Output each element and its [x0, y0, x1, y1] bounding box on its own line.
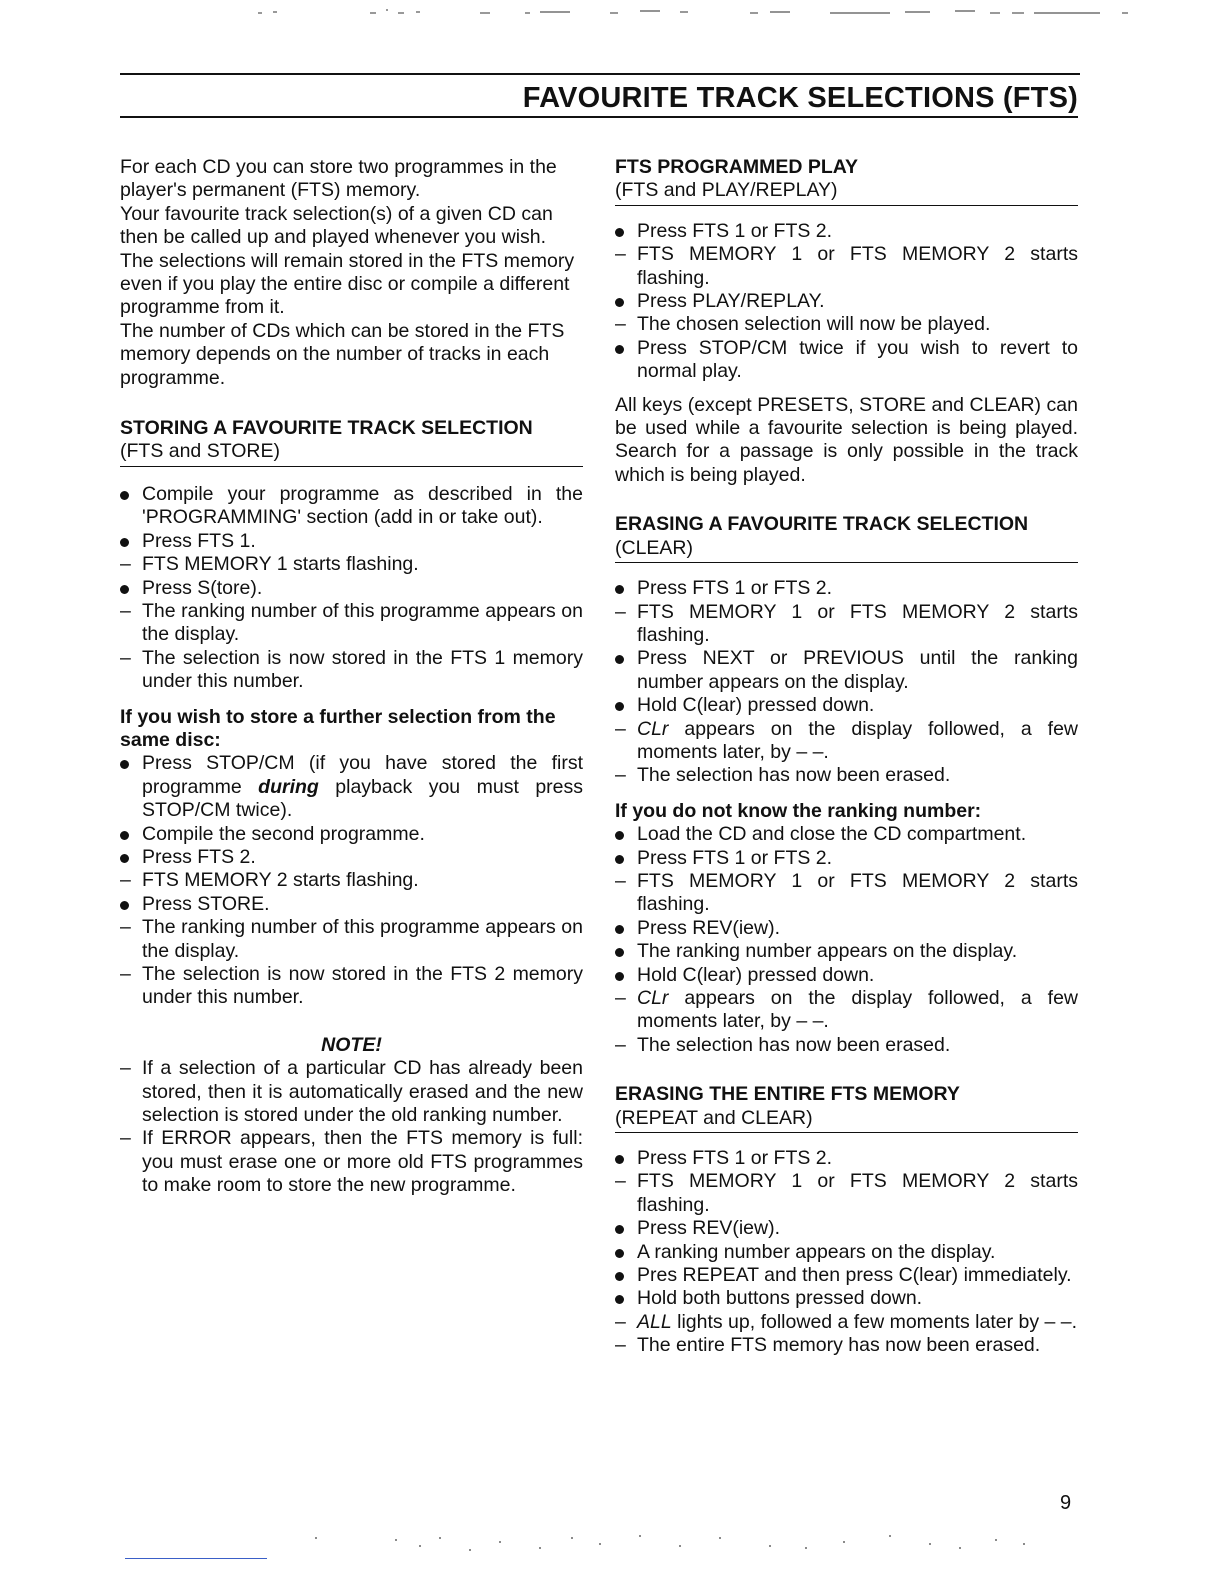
- section-subheading-programmed-play: (FTS and PLAY/REPLAY): [615, 179, 838, 202]
- bullet-icon: [120, 530, 140, 553]
- intro-paragraph: For each CD you can store two programmes in the player's permanent (FTS) memory.: [120, 156, 557, 202]
- dash-icon: –: [615, 717, 626, 740]
- list-item: – ALL lights up, followed a few moments later by – –.: [615, 1310, 1078, 1333]
- further-selection-heading: If you wish to store a further selection from the same disc:: [120, 705, 556, 751]
- dash-icon: –: [120, 599, 131, 622]
- list-item: – CLr appears on the display followed, a few moments later, by – –.: [615, 717, 1078, 763]
- list-item: Press STOP/CM twice if you wish to revert to normal play.: [615, 337, 1078, 384]
- bullet-icon: [615, 337, 635, 360]
- unknown-ranking-heading: If you do not know the ranking number:: [615, 799, 982, 822]
- intro-paragraph: The number of CDs which can be stored in the FTS memory depends on the number of tracks in each programme.: [120, 319, 565, 389]
- list-item: – The ranking number of this programme appears on the display.: [120, 916, 583, 962]
- list-item: – If a selection of a particular CD has already been stored, then it is automatically erased and the new selection is stored under the old ranking number.: [120, 1057, 583, 1127]
- dash-icon: –: [615, 243, 626, 266]
- list-item: – The selection has now been erased.: [615, 764, 951, 787]
- page-number: 9: [1060, 1492, 1072, 1514]
- list-item: Press FTS 1 or FTS 2.: [615, 1147, 1078, 1170]
- list-item: Press PLAY/REPLAY.: [615, 290, 1078, 313]
- list-item: Press STORE.: [120, 893, 583, 916]
- scan-noise-bottom: [0, 1530, 1224, 1584]
- unknown-ranking-steps: [615, 823, 1078, 1057]
- list-item: Load the CD and close the CD compartment.: [615, 823, 1078, 846]
- dash-icon: –: [120, 916, 131, 939]
- dash-icon: –: [615, 600, 626, 623]
- bullet-icon: [615, 1264, 635, 1287]
- programmed-play-paragraph: All keys (except PRESETS, STORE and CLEAR) can be used while a favourite selection is being played. Search for a passage is only possible in the track which is being played.: [615, 393, 1078, 486]
- list-item: – FTS MEMORY 1 or FTS MEMORY 2 starts flashing.: [615, 600, 1078, 646]
- bullet-icon: [615, 1147, 635, 1170]
- intro-text: [120, 156, 583, 390]
- list-item: – The selection has now been erased.: [615, 1033, 951, 1056]
- left-column: [120, 156, 583, 1198]
- list-item: Hold both buttons pressed down.: [615, 1287, 1078, 1310]
- dash-icon: –: [120, 869, 131, 892]
- list-item: – The chosen selection will now be played.: [615, 313, 991, 336]
- list-item: A ranking number appears on the display.: [615, 1241, 1078, 1264]
- page-title: FAVOURITE TRACK SELECTIONS (FTS): [120, 80, 1078, 118]
- bullet-icon: [615, 1217, 635, 1240]
- dash-icon: –: [615, 764, 626, 787]
- list-item: – CLr appears on the display followed, a few moments later, by – –.: [615, 987, 1078, 1033]
- list-item: – FTS MEMORY 1 starts flashing.: [120, 553, 419, 576]
- list-item: – The selection is now stored in the FTS 2 memory under this number.: [120, 963, 583, 1009]
- section-heading-programmed-play: FTS PROGRAMMED PLAY: [615, 156, 859, 178]
- list-item: Compile the second programme.: [120, 823, 583, 846]
- list-item: Press REV(iew).: [615, 1217, 1078, 1240]
- list-item: – The selection is now stored in the FTS 1 memory under this number.: [120, 646, 583, 693]
- list-item: – The ranking number of this programme appears on the display.: [120, 599, 583, 646]
- bullet-icon: [615, 220, 635, 243]
- list-item: – The entire FTS memory has now been erased.: [615, 1334, 1041, 1357]
- list-item: Press REV(iew).: [615, 917, 1078, 940]
- list-item: – FTS MEMORY 2 starts flashing.: [120, 869, 419, 892]
- bullet-icon: [615, 290, 635, 313]
- scan-noise-top: [0, 0, 1224, 20]
- section-subheading-erasing: (CLEAR): [615, 536, 694, 559]
- erasing-steps: [615, 577, 1078, 788]
- erasing-entire-steps: [615, 1147, 1078, 1358]
- section-subheading-storing: (FTS and STORE): [120, 440, 281, 463]
- list-item: Press FTS 1 or FTS 2.: [615, 220, 1078, 243]
- list-item: Hold C(lear) pressed down.: [615, 964, 1078, 987]
- further-steps: [120, 752, 583, 1009]
- bullet-icon: [120, 823, 140, 846]
- dash-icon: –: [615, 1334, 626, 1357]
- list-item: Press FTS 1 or FTS 2.: [615, 577, 1078, 600]
- bullet-icon: [615, 647, 635, 670]
- list-item: Hold C(lear) pressed down.: [615, 694, 1078, 717]
- list-item: Pres REPEAT and then press C(lear) immediately.: [615, 1264, 1078, 1287]
- list-item: Compile your programme as described in the 'PROGRAMMING' section (add in or take out).: [120, 483, 583, 530]
- dash-icon: –: [615, 1170, 626, 1193]
- section-heading-storing: STORING A FAVOURITE TRACK SELECTION: [120, 417, 533, 440]
- bullet-icon: [615, 940, 635, 963]
- bullet-icon: [120, 752, 140, 775]
- bullet-icon: [615, 847, 635, 870]
- bullet-icon: [120, 483, 140, 506]
- note-list: [120, 1057, 583, 1197]
- storing-steps: [120, 483, 583, 694]
- dash-icon: –: [120, 963, 131, 985]
- list-item: – FTS MEMORY 1 or FTS MEMORY 2 starts flashing.: [615, 243, 1078, 289]
- note-heading: NOTE!: [321, 1033, 382, 1056]
- intro-paragraph: The selections will remain stored in the FTS memory even if you play the entire disc or compile a different programme from it.: [120, 249, 575, 319]
- programmed-play-steps: [615, 220, 1078, 384]
- bullet-icon: [120, 577, 140, 600]
- dash-icon: –: [120, 1127, 131, 1150]
- dash-icon: –: [120, 1057, 131, 1080]
- dash-icon: –: [120, 646, 131, 669]
- bullet-icon: [120, 846, 140, 869]
- intro-paragraph: Your favourite track selection(s) of a given CD can then be called up and played whenever you wish.: [120, 202, 553, 249]
- list-item: – If ERROR appears, then the FTS memory is full: you must erase one or more old FTS programmes to make room to store the new programme.: [120, 1127, 583, 1197]
- dash-icon: –: [615, 313, 626, 336]
- dash-icon: –: [615, 869, 626, 892]
- list-item: – FTS MEMORY 1 or FTS MEMORY 2 starts flashing.: [615, 869, 1078, 916]
- right-column: [615, 156, 1078, 1358]
- bullet-icon: [615, 964, 635, 987]
- list-item: The ranking number appears on the display.: [615, 940, 1078, 963]
- section-heading-erasing: ERASING A FAVOURITE TRACK SELECTION: [615, 513, 1029, 536]
- dash-icon: –: [615, 1310, 626, 1333]
- list-item: Press FTS 1.: [120, 530, 583, 553]
- section-subheading-erasing-entire: (REPEAT and CLEAR): [615, 1106, 813, 1129]
- dash-icon: –: [120, 553, 131, 576]
- bullet-icon: [615, 1241, 635, 1264]
- list-item: Press NEXT or PREVIOUS until the ranking number appears on the display.: [615, 647, 1078, 694]
- bullet-icon: [615, 694, 635, 717]
- bottom-blue-rule: [125, 1558, 267, 1559]
- section-heading-erasing-entire: ERASING THE ENTIRE FTS MEMORY: [615, 1083, 960, 1106]
- list-item: Press S(tore).: [120, 577, 583, 600]
- bullet-icon: [615, 1287, 635, 1310]
- dash-icon: –: [615, 987, 626, 1009]
- bullet-icon: [120, 893, 140, 916]
- list-item: Press FTS 1 or FTS 2.: [615, 847, 1078, 870]
- list-item: Press FTS 2.: [120, 846, 583, 869]
- list-item: Press STOP/CM (if you have stored the first programme during playback you must press STOP/CM twice).: [120, 752, 583, 822]
- bullet-icon: [615, 917, 635, 940]
- title-top-rule: [120, 73, 1080, 75]
- bullet-icon: [615, 823, 635, 846]
- dash-icon: –: [615, 1033, 626, 1056]
- bullet-icon: [615, 577, 635, 600]
- list-item: – FTS MEMORY 1 or FTS MEMORY 2 starts flashing.: [615, 1170, 1078, 1216]
